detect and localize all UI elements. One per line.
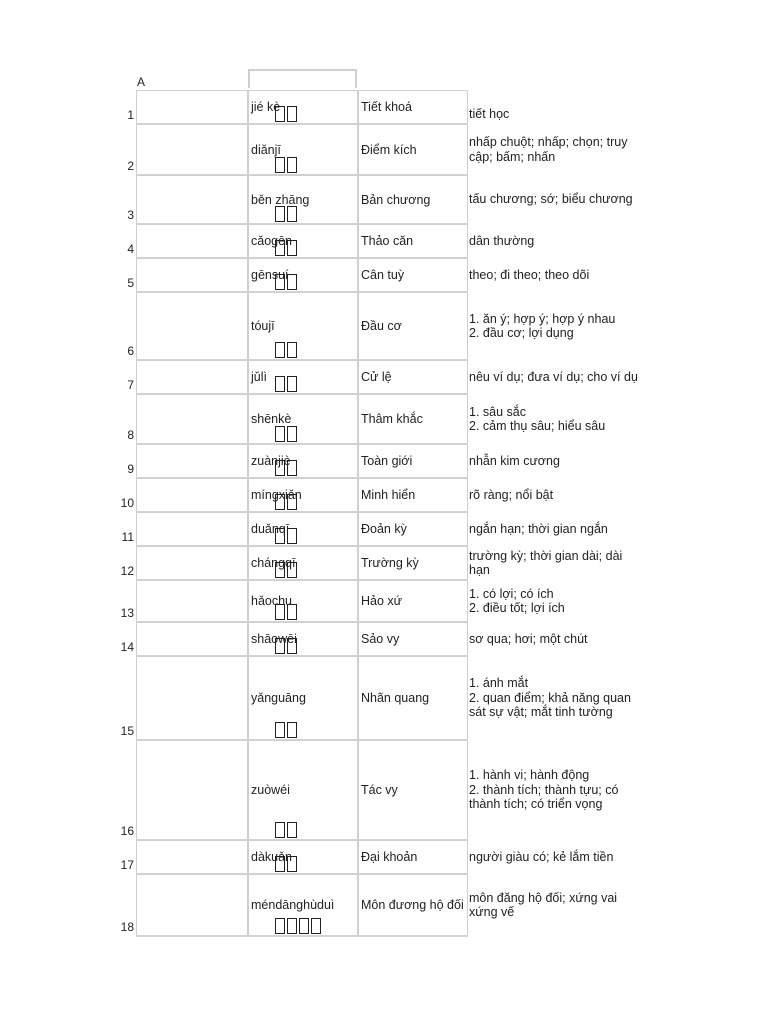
column-header-a: A xyxy=(137,75,146,89)
table-row xyxy=(0,622,768,656)
row-number: 6 xyxy=(127,344,134,358)
table-row xyxy=(0,740,768,840)
table-row xyxy=(0,874,768,936)
meaning-cell: nhẫn kim cương xyxy=(469,453,560,468)
table-row xyxy=(0,580,768,622)
hanzi-cell xyxy=(136,292,248,360)
pinyin-cell: tóujī xyxy=(248,292,358,360)
pinyin-cell: méndānghùduì xyxy=(248,874,358,936)
row-number: 10 xyxy=(120,496,134,510)
meaning-cell: 1. hành vi; hành động 2. thành tích; thành tựu; có thành tích; có triển vọng xyxy=(469,768,619,812)
table-row xyxy=(0,224,768,258)
pinyin-cell: míngxiǎn xyxy=(248,478,358,512)
sino-vietnamese-cell: Thảo căn xyxy=(358,224,468,258)
meaning-cell: 1. sâu sắc 2. cảm thụ sâu; hiểu sâu xyxy=(469,404,606,433)
row-number: 13 xyxy=(120,606,134,620)
sino-vietnamese-cell: Hảo xứ xyxy=(358,580,468,622)
meaning-cell: 1. ánh mắt 2. quan điểm; khả năng quan sát sự vật; mắt tinh tường xyxy=(469,676,631,720)
table-row xyxy=(0,478,768,512)
table-row xyxy=(0,124,768,175)
hanzi-cell xyxy=(136,840,248,874)
table-row xyxy=(0,292,768,360)
pinyin-cell: chángqī xyxy=(248,546,358,580)
pinyin-cell: diǎnjī xyxy=(248,124,358,175)
hanzi-cell xyxy=(136,580,248,622)
sino-vietnamese-cell: Đoản kỳ xyxy=(358,512,468,546)
hanzi-cell xyxy=(136,360,248,394)
table-row xyxy=(0,175,768,224)
pinyin-cell: shēnkè xyxy=(248,394,358,444)
pinyin-cell: cǎogēn xyxy=(248,224,358,258)
pinyin-cell: shāowēi xyxy=(248,622,358,656)
row-number: 5 xyxy=(127,276,134,290)
hanzi-cell xyxy=(136,394,248,444)
meaning-cell: người giàu có; kẻ lắm tiền xyxy=(469,849,614,864)
row-number: 17 xyxy=(120,858,134,872)
hanzi-cell xyxy=(136,224,248,258)
meaning-cell: nêu ví dụ; đưa ví dụ; cho ví dụ xyxy=(469,369,638,384)
meaning-cell: 1. ăn ý; hợp ý; hợp ý nhau 2. đầu cơ; lợi dụng xyxy=(469,311,616,340)
hanzi-cell xyxy=(136,444,248,478)
row-number: 16 xyxy=(120,824,134,838)
row-number: 4 xyxy=(127,242,134,256)
pinyin-cell: duǎnqī xyxy=(248,512,358,546)
row-number: 9 xyxy=(127,462,134,476)
row-number: 15 xyxy=(120,724,134,738)
pinyin-cell: hǎochu xyxy=(248,580,358,622)
table-row xyxy=(0,840,768,874)
hanzi-cell xyxy=(136,740,248,840)
pinyin-cell: jié kè xyxy=(248,90,358,124)
sino-vietnamese-cell: Cử lệ xyxy=(358,360,468,394)
meaning-cell: dân thường xyxy=(469,233,535,248)
row-number: 1 xyxy=(127,108,134,122)
sino-vietnamese-cell: Sảo vy xyxy=(358,622,468,656)
meaning-cell: sơ qua; hơi; một chút xyxy=(469,631,588,646)
meaning-cell: trường kỳ; thời gian dài; dài hạn xyxy=(469,548,623,577)
sino-vietnamese-cell: Minh hiển xyxy=(358,478,468,512)
table-row xyxy=(0,444,768,478)
meaning-cell: 1. có lợi; có ích 2. điều tốt; lợi ích xyxy=(469,586,565,615)
meaning-cell: tấu chương; sớ; biểu chương xyxy=(469,192,633,207)
sino-vietnamese-cell: Nhãn quang xyxy=(358,656,468,740)
row-number: 3 xyxy=(127,208,134,222)
pinyin-cell: běn zhāng xyxy=(248,175,358,224)
table-row xyxy=(0,394,768,444)
row-number: 11 xyxy=(121,530,134,544)
sino-vietnamese-cell: Bản chương xyxy=(358,175,468,224)
row-number: 2 xyxy=(127,159,134,173)
sino-vietnamese-cell: Thâm khắc xyxy=(358,394,468,444)
table-row xyxy=(0,360,768,394)
hanzi-cell xyxy=(136,546,248,580)
meaning-cell: ngắn hạn; thời gian ngắn xyxy=(469,521,608,536)
sino-vietnamese-cell: Cân tuỳ xyxy=(358,258,468,292)
hanzi-cell xyxy=(136,874,248,936)
sino-vietnamese-cell: Tiết khoá xyxy=(358,90,468,124)
hanzi-cell xyxy=(136,512,248,546)
hanzi-cell xyxy=(136,622,248,656)
meaning-cell: môn đăng hộ đối; xứng vai xứng vế xyxy=(469,890,618,919)
meaning-cell: theo; đi theo; theo dõi xyxy=(469,267,590,282)
sino-vietnamese-cell: Môn đương hộ đối xyxy=(358,874,468,936)
pinyin-cell: zuànjiè xyxy=(248,444,358,478)
hanzi-cell xyxy=(136,175,248,224)
table-row xyxy=(0,258,768,292)
sino-vietnamese-cell: Đầu cơ xyxy=(358,292,468,360)
hanzi-cell xyxy=(136,478,248,512)
table-row xyxy=(0,656,768,740)
hanzi-cell xyxy=(136,124,248,175)
pinyin-cell: yǎnguāng xyxy=(248,656,358,740)
pinyin-cell: zuòwéi xyxy=(248,740,358,840)
sino-vietnamese-cell: Tác vy xyxy=(358,740,468,840)
row-number: 14 xyxy=(120,640,134,654)
header-empty-cell xyxy=(248,69,357,88)
meaning-cell: nhấp chuột; nhấp; chọn; truy cập; bấm; nhấn xyxy=(469,135,628,164)
hanzi-cell xyxy=(136,656,248,740)
table-row xyxy=(0,546,768,580)
pinyin-cell: jǔlì xyxy=(248,360,358,394)
sino-vietnamese-cell: Trường kỳ xyxy=(358,546,468,580)
row-number: 8 xyxy=(127,428,134,442)
sino-vietnamese-cell: Toàn giới xyxy=(358,444,468,478)
table-row xyxy=(0,90,768,124)
pinyin-cell: dàkuǎn xyxy=(248,840,358,874)
row-number: 18 xyxy=(120,920,134,934)
row-divider xyxy=(136,935,468,937)
table-row xyxy=(0,512,768,546)
row-number: 12 xyxy=(120,564,134,578)
sino-vietnamese-cell: Đại khoản xyxy=(358,840,468,874)
hanzi-cell xyxy=(136,258,248,292)
pinyin-cell: gēnsuí xyxy=(248,258,358,292)
hanzi-cell xyxy=(136,90,248,124)
meaning-cell: rõ ràng; nổi bật xyxy=(469,487,554,502)
meaning-cell: tiết học xyxy=(469,106,510,121)
row-number: 7 xyxy=(127,378,134,392)
sino-vietnamese-cell: Điểm kích xyxy=(358,124,468,175)
